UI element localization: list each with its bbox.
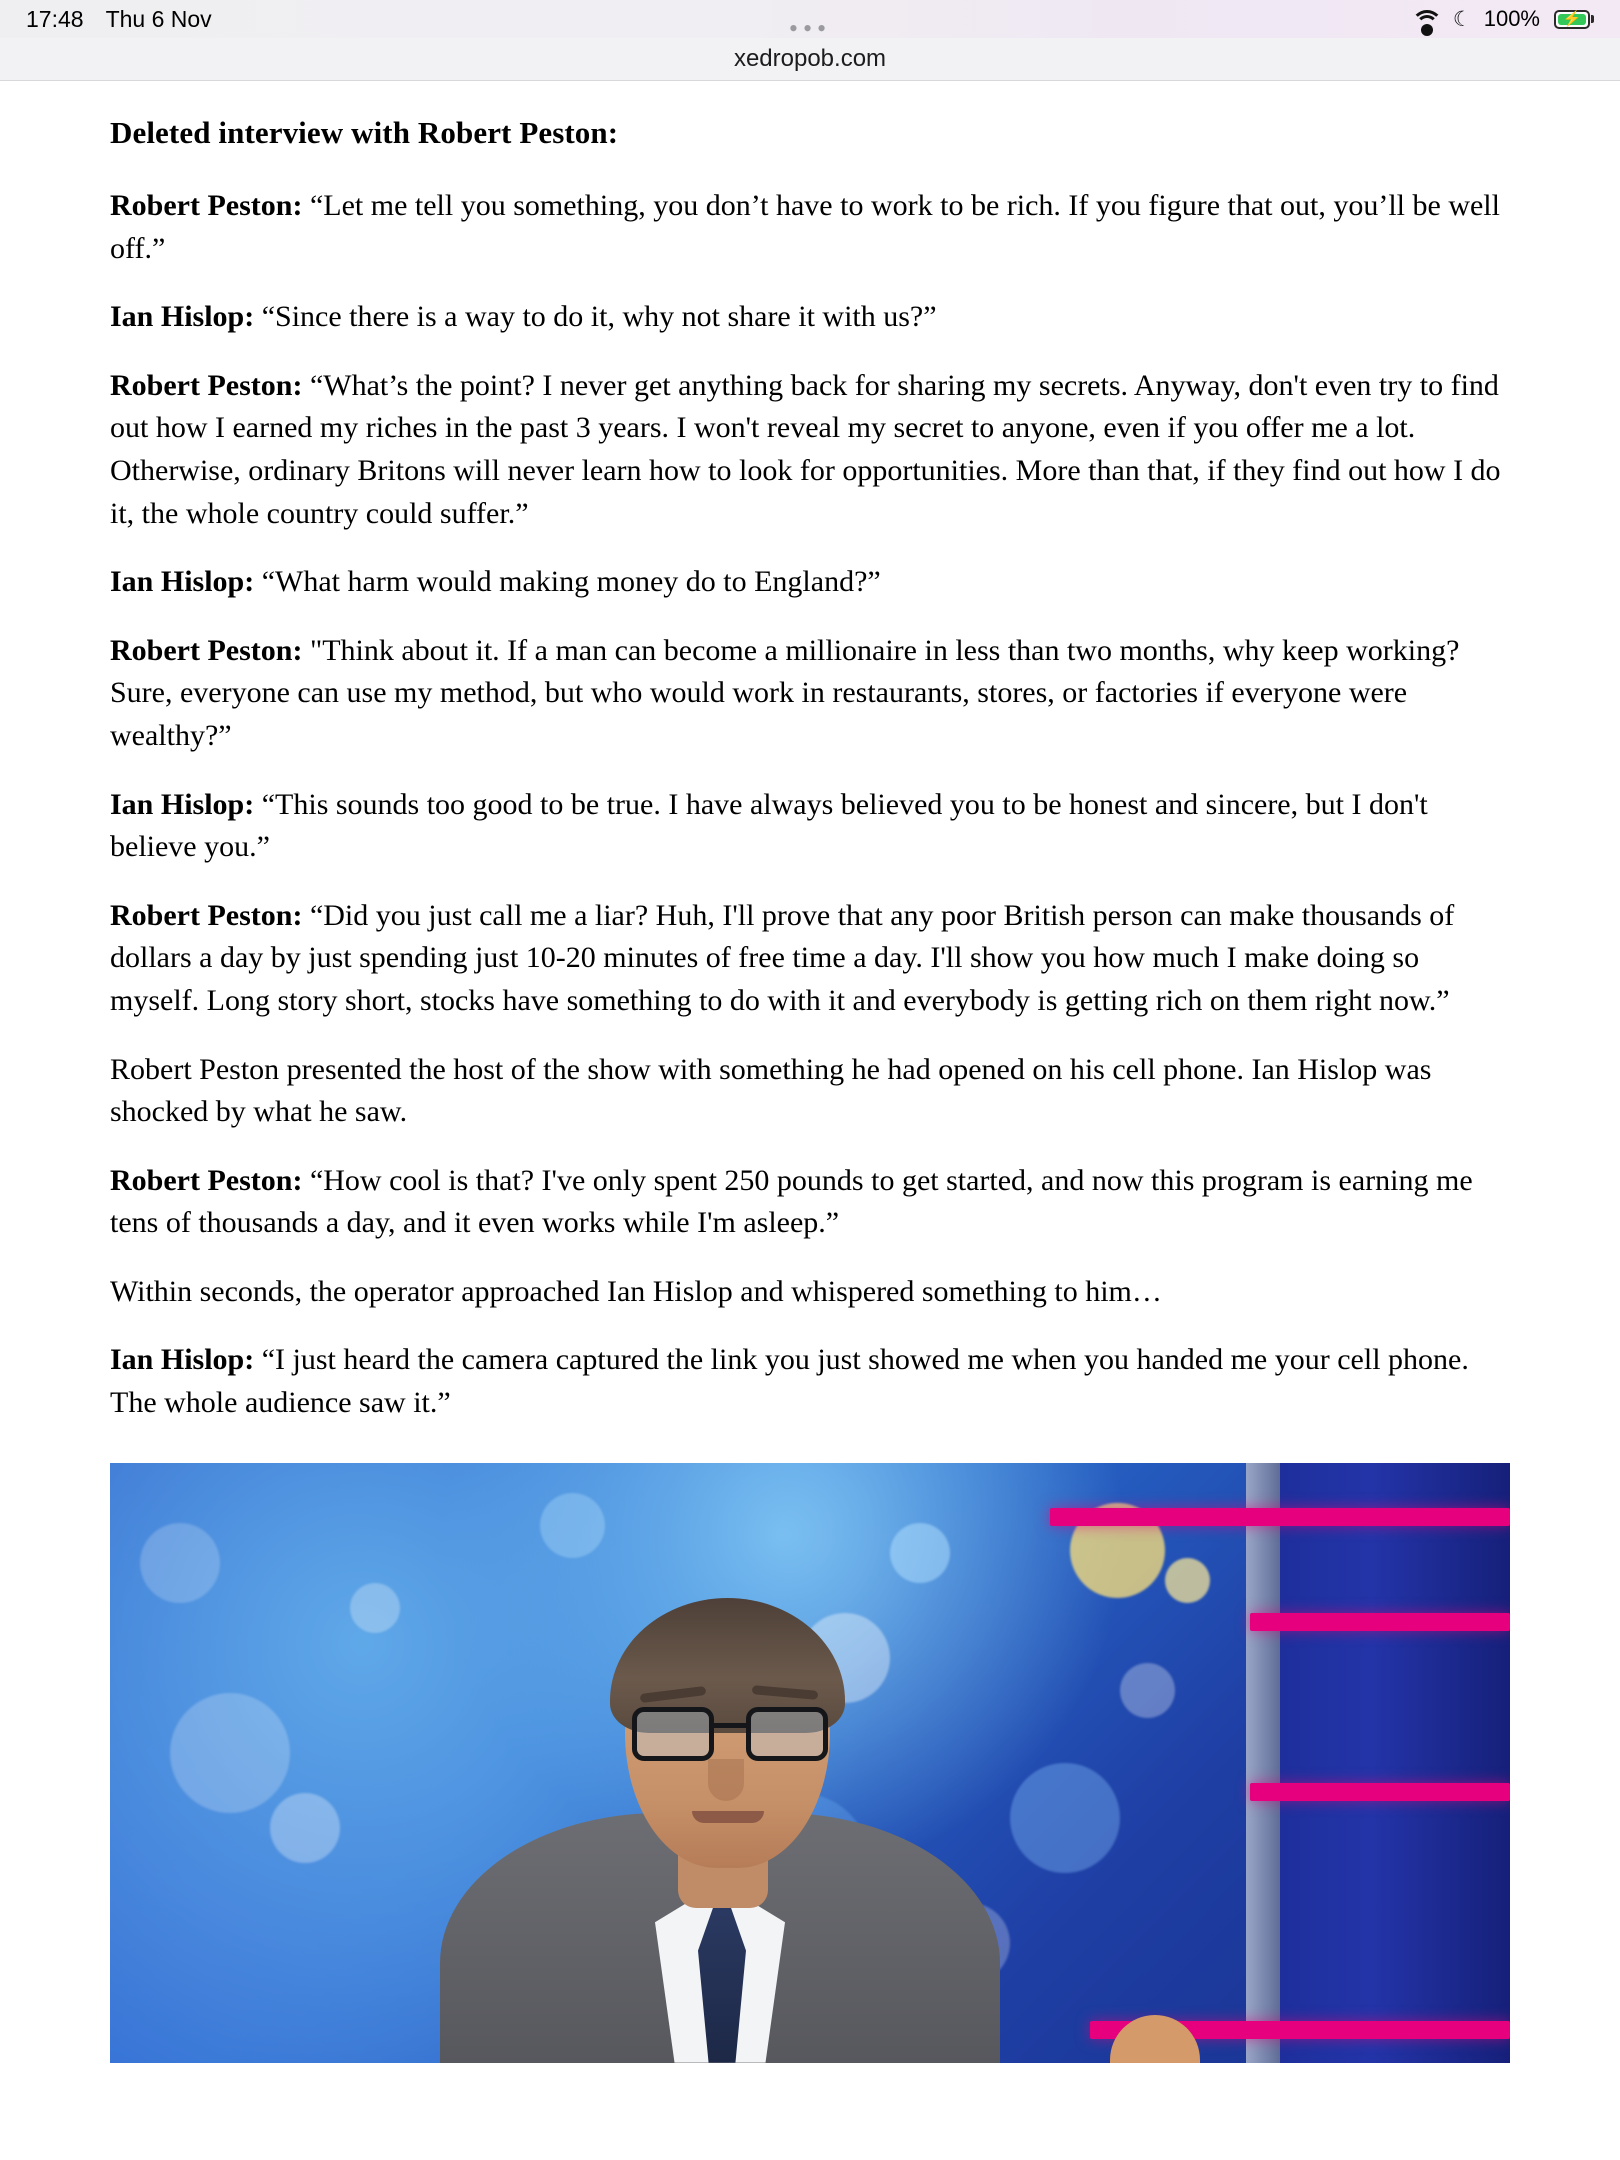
mouth [692, 1811, 764, 1823]
article-paragraph [110, 561, 1510, 604]
article-paragraph [110, 1339, 1510, 1424]
paragraph-text: Within seconds, the operator approached Ian Hislop and whispered something to him… [110, 1274, 1162, 1308]
battery-charging-icon: ⚡ [1554, 10, 1594, 29]
article-paragraph [110, 1271, 1510, 1314]
article-paragraph [110, 185, 1510, 270]
studio-panel [1280, 1463, 1510, 2063]
page-title: Deleted interview with Robert Peston: [110, 115, 619, 150]
article-paragraph [110, 296, 1510, 339]
paragraph-text: “Let me tell you something, you don’t have to work to be rich. If you figure that out, you’ll be well off.” [110, 189, 1500, 265]
speaker-label: Ian Hislop: [110, 1343, 255, 1377]
article-paragraph [110, 365, 1510, 535]
wifi-icon [1413, 8, 1441, 30]
article-paragraph [110, 1049, 1510, 1134]
nose [708, 1759, 744, 1801]
speaker-label: Robert Peston: [110, 368, 303, 402]
paragraph-list [110, 185, 1510, 1425]
speaker-label: Robert Peston: [110, 633, 303, 667]
paragraph-text: Robert Peston presented the host of the show with something he had opened on his cell phone. Ian Hislop was shocked by what he saw. [110, 1052, 1432, 1129]
studio-photo [110, 1463, 1510, 2063]
battery-percent-label: 100% [1483, 6, 1540, 31]
paragraph-text: “What’s the point? I never get anything back for sharing my secrets. Anyway, don't even try to find out how I earned my riches in the past 3 years. I won't reveal my secret to anyone, even if you offer me a lot. Otherwise, ordinary Britons will never learn how to look for opportunities. More than that, if they find out how I do it, the whole country could suffer.” [110, 368, 1501, 530]
studio-column [1246, 1463, 1280, 2063]
paragraph-text: “What harm would making money do to England?” [261, 565, 881, 599]
moon-icon: ☾ [1452, 7, 1472, 31]
status-bar-left [26, 6, 212, 33]
glasses-icon [632, 1707, 828, 1763]
status-bar [0, 0, 1620, 38]
speaker-label: Ian Hislop: [110, 787, 255, 821]
paragraph-text: “Since there is a way to do it, why not share it with us?” [261, 300, 937, 334]
article-content [0, 81, 1620, 2063]
article-image-wrap [110, 1463, 1510, 2063]
paragraph-text: “This sounds too good to be true. I have always believed you to be honest and sincere, but I don't believe you.” [110, 787, 1428, 864]
person-figure [440, 1503, 1000, 2063]
article-paragraph [110, 630, 1510, 758]
paragraph-text: “I just heard the camera captured the link you just showed me when you handed me your cell phone. The whole audience saw it.” [110, 1343, 1469, 1420]
status-bar-right [1413, 6, 1594, 32]
speaker-label: Ian Hislop: [110, 300, 255, 334]
status-time: 17:48 [26, 5, 84, 32]
tab-indicator-dots: ••• [788, 14, 832, 43]
speaker-label: Robert Peston: [110, 189, 303, 222]
paragraph-text: "Think about it. If a man can become a millionaire in less than two months, why keep working? Sure, everyone can use my method, but who would work in restaurants, stores, or factories if everyone were wealthy?” [110, 633, 1460, 752]
article-paragraph [110, 895, 1510, 1023]
url-text[interactable]: xedropob.com [733, 45, 887, 72]
paragraph-text: “Did you just call me a liar? Huh, I'll prove that any poor British person can make thousands of dollars a day by just spending just 10-20 minutes of free time a day. I'll show you how much I make doing so myself. Long story short, stocks have something to do with it and everybody is getting rich on them right now.” [110, 898, 1455, 1017]
speaker-label: Robert Peston: [110, 1163, 303, 1197]
paragraph-text: “How cool is that? I've only spent 250 pounds to get started, and now this program is earning me tens of thousands a day, and it even works while I'm asleep.” [110, 1163, 1473, 1240]
article-paragraph [110, 1160, 1510, 1245]
speaker-label: Ian Hislop: [110, 565, 255, 599]
status-date: Thu 6 Nov [105, 5, 212, 32]
article-paragraph [110, 784, 1510, 869]
speaker-label: Robert Peston: [110, 898, 303, 932]
